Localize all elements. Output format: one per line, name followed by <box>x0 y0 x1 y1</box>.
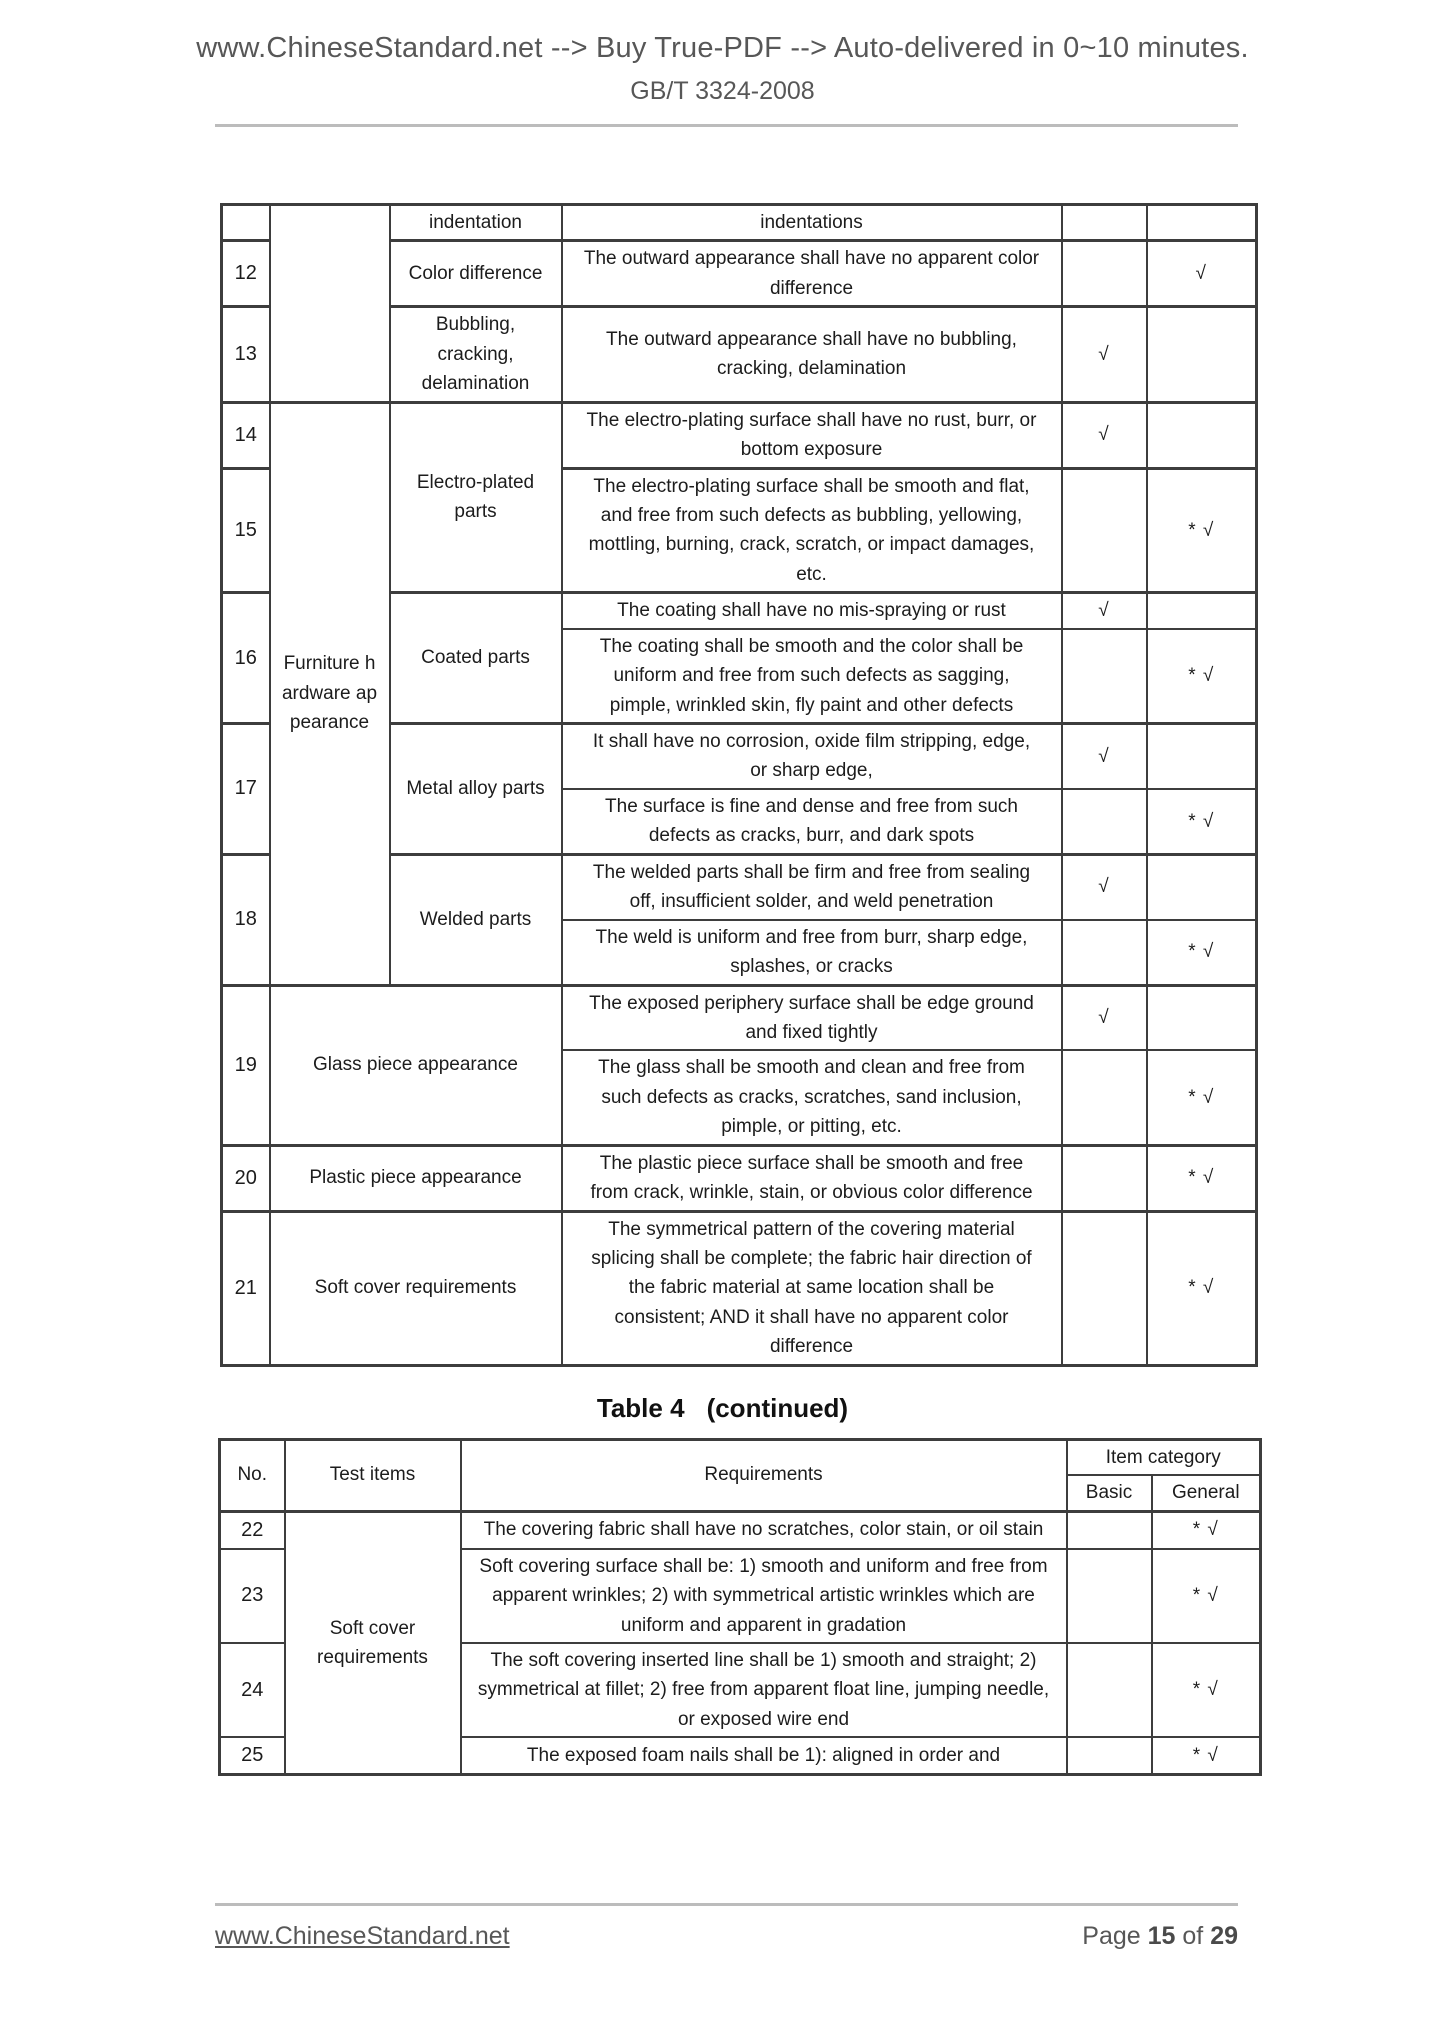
basic-cell <box>1067 1737 1152 1775</box>
table4-lower <box>218 1438 1262 1777</box>
basic-cell <box>1062 920 1147 985</box>
test-item-cell: Coated parts <box>390 593 562 724</box>
table-header-row <box>220 1439 1261 1475</box>
footer-site-link[interactable]: www.ChineseStandard.net <box>215 1922 510 1950</box>
test-item-cell: Welded parts <box>390 854 562 985</box>
no-cell: 24 <box>220 1643 285 1737</box>
requirements-header: Requirements <box>461 1439 1067 1511</box>
general-cell: * √ <box>1147 920 1257 985</box>
test-item-cell: Bubbling, cracking, delamination <box>390 307 562 402</box>
table4-upper <box>220 203 1258 1367</box>
test-item-cell: Color difference <box>390 241 562 307</box>
general-cell: * √ <box>1147 1211 1257 1365</box>
general-cell: * √ <box>1147 629 1257 724</box>
footer-page-total: 29 <box>1210 1922 1238 1950</box>
test-item-cell: Soft cover requirements <box>270 1211 562 1365</box>
category-cell <box>270 205 390 403</box>
no-cell: 21 <box>222 1211 270 1365</box>
no-cell: 14 <box>222 402 270 468</box>
footer-page-indicator <box>1082 1922 1238 1951</box>
basic-cell: √ <box>1062 307 1147 402</box>
general-cell: * √ <box>1147 789 1257 854</box>
header-standard-number: GB/T 3324-2008 <box>630 77 815 105</box>
basic-cell <box>1062 205 1147 241</box>
no-cell <box>222 205 270 241</box>
general-cell <box>1147 985 1257 1050</box>
table-row <box>222 402 1257 468</box>
no-cell: 23 <box>220 1549 285 1643</box>
heading-suffix: (continued) <box>706 1392 849 1423</box>
test-item-cell: Electro-plated parts <box>390 402 562 593</box>
requirement-cell: indentations <box>562 205 1062 241</box>
requirement-cell: The exposed foam nails shall be 1): aligned in order and <box>461 1737 1067 1775</box>
basic-header: Basic <box>1067 1475 1152 1511</box>
basic-cell <box>1067 1549 1152 1643</box>
general-cell <box>1147 593 1257 629</box>
general-cell: √ <box>1147 241 1257 307</box>
test-item-cell: Soft cover requirements <box>285 1511 461 1775</box>
test-item-cell: Glass piece appearance <box>270 985 562 1145</box>
general-cell <box>1147 307 1257 402</box>
table-row <box>222 1145 1257 1211</box>
general-cell: * √ <box>1147 1050 1257 1145</box>
footer-page-number: 15 <box>1147 1922 1176 1950</box>
requirement-cell: The weld is uniform and free from burr, sharp edge, splashes, or cracks <box>562 920 1062 985</box>
requirement-cell: The electro-plating surface shall have no rust, burr, or bottom exposure <box>562 402 1062 468</box>
general-cell <box>1147 205 1257 241</box>
basic-cell <box>1062 1211 1147 1365</box>
test-item-cell: Metal alloy parts <box>390 724 562 855</box>
table4-continued-heading <box>0 1393 1445 1424</box>
requirement-cell: The soft covering inserted line shall be 1) smooth and straight; 2) symmetrical at fillet; 2) free from apparent float line, jumping needle, or exposed wire end <box>461 1643 1067 1737</box>
table-row <box>222 985 1257 1050</box>
basic-cell: √ <box>1062 985 1147 1050</box>
test-item-cell: indentation <box>390 205 562 241</box>
requirement-cell: The glass shall be smooth and clean and free from such defects as cracks, scratches, sand inclusion, pimple, or pitting, etc. <box>562 1050 1062 1145</box>
heading-prefix: Table 4 <box>596 1392 685 1423</box>
footer-divider <box>215 1903 1238 1906</box>
requirement-cell: The surface is fine and dense and free from such defects as cracks, burr, and dark spots <box>562 789 1062 854</box>
general-cell: * √ <box>1152 1643 1261 1737</box>
general-cell <box>1147 724 1257 789</box>
basic-cell: √ <box>1062 593 1147 629</box>
basic-cell: √ <box>1062 402 1147 468</box>
requirement-cell: The coating shall have no mis-spraying or rust <box>562 593 1062 629</box>
no-cell: 22 <box>220 1511 285 1549</box>
general-header: General <box>1152 1475 1261 1511</box>
general-cell: * √ <box>1152 1549 1261 1643</box>
item-category-header: Item category <box>1067 1439 1261 1475</box>
general-cell <box>1147 402 1257 468</box>
footer-page-label: Page <box>1082 1922 1141 1950</box>
no-cell: 25 <box>220 1737 285 1775</box>
basic-cell <box>1067 1643 1152 1737</box>
header-site-line: www.ChineseStandard.net --> Buy True-PDF --> Auto-delivered in 0~10 minutes. <box>196 32 1249 64</box>
requirement-cell: The symmetrical pattern of the covering material splicing shall be complete; the fabric hair direction of the fabric material at same location shall be consistent; AND it shall have no apparent color difference <box>562 1211 1062 1365</box>
test-item-cell: Plastic piece appearance <box>270 1145 562 1211</box>
requirement-cell: It shall have no corrosion, oxide film stripping, edge, or sharp edge, <box>562 724 1062 789</box>
no-cell: 13 <box>222 307 270 402</box>
table-row <box>222 205 1257 241</box>
general-cell: * √ <box>1147 1145 1257 1211</box>
no-cell: 15 <box>222 468 270 593</box>
no-cell: 17 <box>222 724 270 855</box>
page-footer <box>215 1903 1238 1951</box>
requirement-cell: The outward appearance shall have no bubbling, cracking, delamination <box>562 307 1062 402</box>
basic-cell: √ <box>1062 854 1147 919</box>
no-cell: 16 <box>222 593 270 724</box>
requirement-cell: The covering fabric shall have no scratches, color stain, or oil stain <box>461 1511 1067 1549</box>
no-cell: 19 <box>222 985 270 1145</box>
footer-of-label: of <box>1182 1922 1204 1950</box>
basic-cell <box>1067 1511 1152 1549</box>
no-cell: 18 <box>222 854 270 985</box>
category-cell: Furniture hardware appearance <box>270 402 390 985</box>
no-cell: 12 <box>222 241 270 307</box>
basic-cell <box>1062 1050 1147 1145</box>
general-cell: * √ <box>1147 468 1257 593</box>
basic-cell: √ <box>1062 724 1147 789</box>
table-row <box>220 1511 1261 1549</box>
page-header <box>0 0 1445 106</box>
no-header: No. <box>220 1439 285 1511</box>
requirement-cell: Soft covering surface shall be: 1) smooth and uniform and free from apparent wrinkles; 2) with symmetrical artistic wrinkles which are uniform and apparent in gradation <box>461 1549 1067 1643</box>
general-cell: * √ <box>1152 1737 1261 1775</box>
requirement-cell: The coating shall be smooth and the color shall be uniform and free from such defects as sagging, pimple, wrinkled skin, fly paint and other defects <box>562 629 1062 724</box>
requirement-cell: The welded parts shall be firm and free from sealing off, insufficient solder, and weld penetration <box>562 854 1062 919</box>
requirement-cell: The plastic piece surface shall be smooth and free from crack, wrinkle, stain, or obvious color difference <box>562 1145 1062 1211</box>
basic-cell <box>1062 1145 1147 1211</box>
basic-cell <box>1062 629 1147 724</box>
general-cell <box>1147 854 1257 919</box>
basic-cell <box>1062 789 1147 854</box>
requirement-cell: The exposed periphery surface shall be edge ground and fixed tightly <box>562 985 1062 1050</box>
general-cell: * √ <box>1152 1511 1261 1549</box>
basic-cell <box>1062 468 1147 593</box>
table-row <box>222 1211 1257 1365</box>
test-items-header: Test items <box>285 1439 461 1511</box>
header-divider <box>215 124 1238 127</box>
requirement-cell: The electro-plating surface shall be smooth and flat, and free from such defects as bubbling, yellowing, mottling, burning, crack, scratch, or impact damages, etc. <box>562 468 1062 593</box>
requirement-cell: The outward appearance shall have no apparent color difference <box>562 241 1062 307</box>
no-cell: 20 <box>222 1145 270 1211</box>
basic-cell <box>1062 241 1147 307</box>
